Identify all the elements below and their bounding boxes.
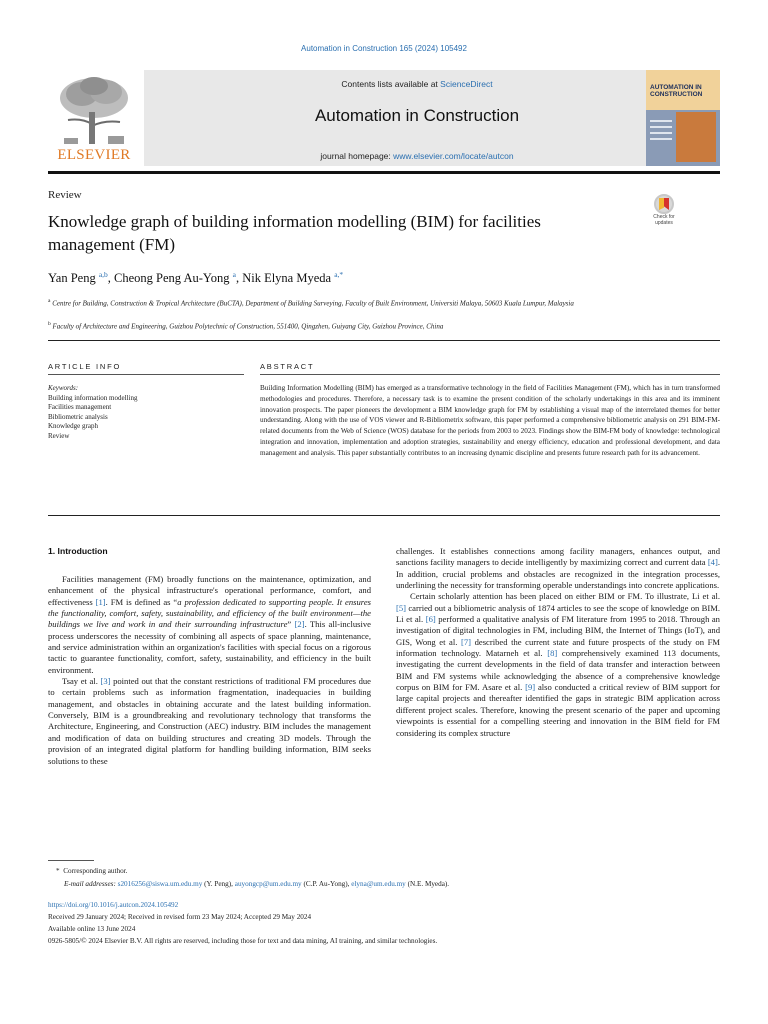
cover-image [676, 112, 716, 162]
abstract-rule-bottom [48, 515, 720, 516]
affiliation-mark: a [48, 298, 51, 304]
text-run: carried out a bibliometric analysis of 1874 articles to see the scope of knowledge on BIM. Li et al. [396, 602, 720, 625]
text-run: pointed out that the constant restrictions of traditional FM procedures due to certain problems such as information fragmentation, inadequacies in building management, and obstacles in obtaining accurate and the latest building information. Conversely, BIM is a groundbreaking and revolutionary technology that transforms the Architecture, Engineering, and Construction (AEC) industry. BIM includes the management and modification of data on building structures and creating 3D models. Through the provision of an integrated digital platform for handling building information, BIM seeks solutions to these [48, 676, 372, 766]
journal-banner [144, 70, 690, 166]
text-run: comprehensively examined 113 documents, investigating the current developments in the field of data transfer and interaction between BIM and FM systems while acknowledging the absence of a comprehensive knowledge corpus on BIM for FM. Asare et al. [396, 648, 720, 693]
citation-link[interactable]: [9] [525, 682, 536, 693]
text-run: . This all-inclusive process underscores the necessity of combining all aspects of space planning, maintenance, and service administration within an organization's facilities with special focus on a rigorous tactic to guarantee functionality, comfort, safety, sustainability, and efficiency in the built environment. [48, 619, 372, 675]
author-list [48, 270, 343, 286]
authors-rule [48, 340, 720, 341]
citation-link[interactable]: [8] [547, 648, 558, 659]
citation-link[interactable]: [5] [396, 602, 407, 613]
email-owner: (C.P. Au-Yong), [301, 880, 352, 888]
abstract-text: Building Information Modelling (BIM) has emerged as a transformative technology in the field of Facilities Management (FM), which has in turn transformed methodologies and procedures. Therefore, a necessary task is to examine the present condition of the scholarly undertakings in this area and its imminent innovation prospects. The paper pioneers the development a BIM knowledge graph for FM by establishing a visual map of the interrelated themes for better understanding. Along with the use of VOS viewer and R-Bibliometrix software, this paper performed a comprehensive bibliometric analysis on 291 BIM-FM-related documents from the Web of Science (WOS) database for the periods from 2003 to 2023. Findings show the BIM-FM body of knowledge: technological integration and innovation, implementation and adoption strategies, sustainability and energy efficiency, education and professional development, and data management and analysis. This paper substantially contributes to an increasing dynamic discipline and presents future research path for its advancement. [260, 384, 720, 457]
journal-citation[interactable]: Automation in Construction 165 (2024) 105492 [301, 44, 467, 53]
contents-line [144, 79, 690, 89]
crossmark-label: Check for updates [653, 214, 675, 226]
keyword: Bibliometric analysis [48, 412, 108, 421]
body-right-column [396, 546, 720, 739]
article-type: Review [48, 189, 82, 201]
keyword: Review [48, 431, 70, 440]
author-affiliation-marks[interactable]: a [232, 270, 236, 279]
cover-text-line [650, 126, 672, 128]
text-run: Tsay et al. [62, 676, 101, 687]
citation-link[interactable]: [3] [100, 676, 111, 687]
quote-text: a profession dedicated to supporting people. It ensures the functionality, comfort, safety, sustainability, and efficiency of the built environment—the buildings we live and work in and their surrounding infrastructure [48, 596, 371, 630]
affiliation-text: Centre for Building, Construction & Tropical Architecture (BuCTA), Department of Building Surveying, Faculty of Built Environment, Universiti Malaya, 50603 Kuala Lumpur, Malaysia [52, 299, 574, 308]
cover-text-line [650, 132, 672, 134]
cover-title: AUTOMATION IN CONSTRUCTION [650, 84, 703, 98]
author-name[interactable]: Yan Peng [48, 271, 96, 286]
elsevier-tree-icon [56, 74, 132, 146]
body-left-column [48, 574, 371, 767]
article-title: Knowledge graph of building information modelling (BIM) for facilities management (FM) [48, 212, 541, 254]
email-link[interactable]: auyongcp@um.edu.my [234, 880, 302, 888]
affiliation-mark: b [48, 321, 51, 327]
text-run: Certain scholarly attention has been placed on either BIM or FM. To illustrate, Li et al. [410, 591, 720, 602]
journal-cover-thumbnail[interactable] [646, 70, 720, 166]
paragraph [396, 591, 720, 738]
elsevier-logo[interactable] [48, 70, 140, 166]
text-run: also conducted a critical review of BIM support for large capital projects and thereafter identified the gaps in strategic BIM application across different project scales. Therefore, knowing the present scenario of the paper and upcoming viewpoints is essential for a compelling steering and innovation in the BIM field for FM considering its complex structure [396, 682, 720, 738]
text-run: described the current state and future prospects of the study on FM information technology. Matarneh et al. [396, 636, 720, 659]
corresponding-label: Corresponding author. [63, 867, 128, 875]
email-label: E-mail addresses: [64, 880, 116, 888]
text-run: challenges. It establishes connections among facility managers, enhances output, and sanctions facility managers to decide intelligently by maximizing correct and current data [396, 546, 720, 568]
doi-link[interactable]: https://doi.org/10.1016/j.autcon.2024.105492 [48, 901, 179, 909]
article-info-rule [48, 374, 244, 375]
check-for-updates-badge[interactable] [650, 194, 678, 230]
journal-title: Automation in Construction [314, 106, 520, 125]
sciencedirect-link[interactable]: ScienceDirect [440, 79, 493, 89]
section-heading: 1. Introduction [48, 546, 108, 556]
article-info-heading: ARTICLE INFO [48, 362, 122, 371]
keyword: Facilities management [48, 403, 112, 412]
author-separator: , [107, 271, 115, 286]
header-rule [48, 171, 720, 174]
citation-link[interactable]: [2] [294, 619, 305, 630]
cover-text-line [650, 120, 672, 122]
paragraph [48, 574, 371, 676]
affiliation-a [48, 296, 628, 308]
abstract-heading: ABSTRACT [260, 362, 315, 371]
citation-link[interactable]: [6] [425, 614, 436, 625]
copyright-notice: 0926-5805/© 2024 Elsevier B.V. All rights are reserved, including those for text and data mining, AI training, and similar technologies. [48, 937, 438, 945]
citation-link[interactable]: [1] [95, 596, 106, 607]
keyword: Knowledge graph [48, 422, 98, 431]
author-name[interactable]: Nik Elyna Myeda [242, 271, 332, 286]
author-name[interactable]: Cheong Peng Au-Yong [114, 271, 230, 286]
text-run: performed a qualitative analysis of FM literature from 1995 to 2018. Through an investigation of digital technologies in FM, including BIM, the Internet of Things (IoT), and GIS, Wong et al. [396, 614, 720, 647]
keyword: Building information modelling [48, 393, 138, 402]
email-addresses [64, 879, 449, 889]
email-owner: (Y. Peng), [202, 880, 235, 888]
email-owner: (N.E. Myeda). [405, 880, 450, 888]
text-run: . FM is defined as “ [105, 596, 178, 607]
paragraph [396, 546, 720, 591]
paragraph [48, 676, 371, 767]
citation-link[interactable]: [4] [707, 557, 718, 568]
author-affiliation-marks[interactable]: a,b [98, 270, 108, 279]
available-online: Available online 13 June 2024 [48, 925, 136, 933]
publisher-wordmark: ELSEVIER [57, 147, 131, 163]
homepage-line [144, 151, 690, 161]
asterisk: * [56, 867, 60, 875]
affiliation-b [48, 319, 628, 331]
text-run: ” [287, 619, 295, 630]
text-run: Facilities management (FM) broadly functions on the maintenance, optimization, and enhancement of the physical infrastructure's operational performance, comfort, and effectiveness [48, 574, 371, 607]
affiliation-text: Faculty of Architecture and Engineering, Guizhou Polytechnic of Construction, 551400, Qingzhen, Guiyang City, Guizhou Province, China [52, 322, 444, 331]
keywords-label: Keywords: [48, 384, 79, 392]
email-link[interactable]: elyna@um.edu.my [351, 880, 406, 888]
text-run: . In addition, crucial problems and obstacles are recognized in the integration processes, underlining the necessity for transforming operable understandings into concrete applications. [396, 557, 720, 591]
journal-header [48, 70, 720, 166]
abstract-rule [260, 374, 720, 375]
corresponding-author-note [56, 866, 127, 876]
cover-text-line [650, 138, 672, 140]
keywords-block [48, 384, 244, 442]
homepage-prefix: journal homepage: [320, 151, 394, 161]
author-separator: , [235, 271, 243, 286]
contents-prefix: Contents lists available at [341, 79, 441, 89]
journal-homepage-link[interactable]: www.elsevier.com/locate/autcon [393, 151, 514, 161]
author-affiliation-marks[interactable]: a,* [334, 270, 344, 279]
received-dates: Received 29 January 2024; Received in revised form 23 May 2024; Accepted 29 May 2024 [48, 913, 312, 921]
footnote-rule [48, 860, 94, 861]
citation-link[interactable]: [7] [460, 636, 472, 647]
email-link[interactable]: s2016256@siswa.um.edu.my [117, 880, 203, 888]
